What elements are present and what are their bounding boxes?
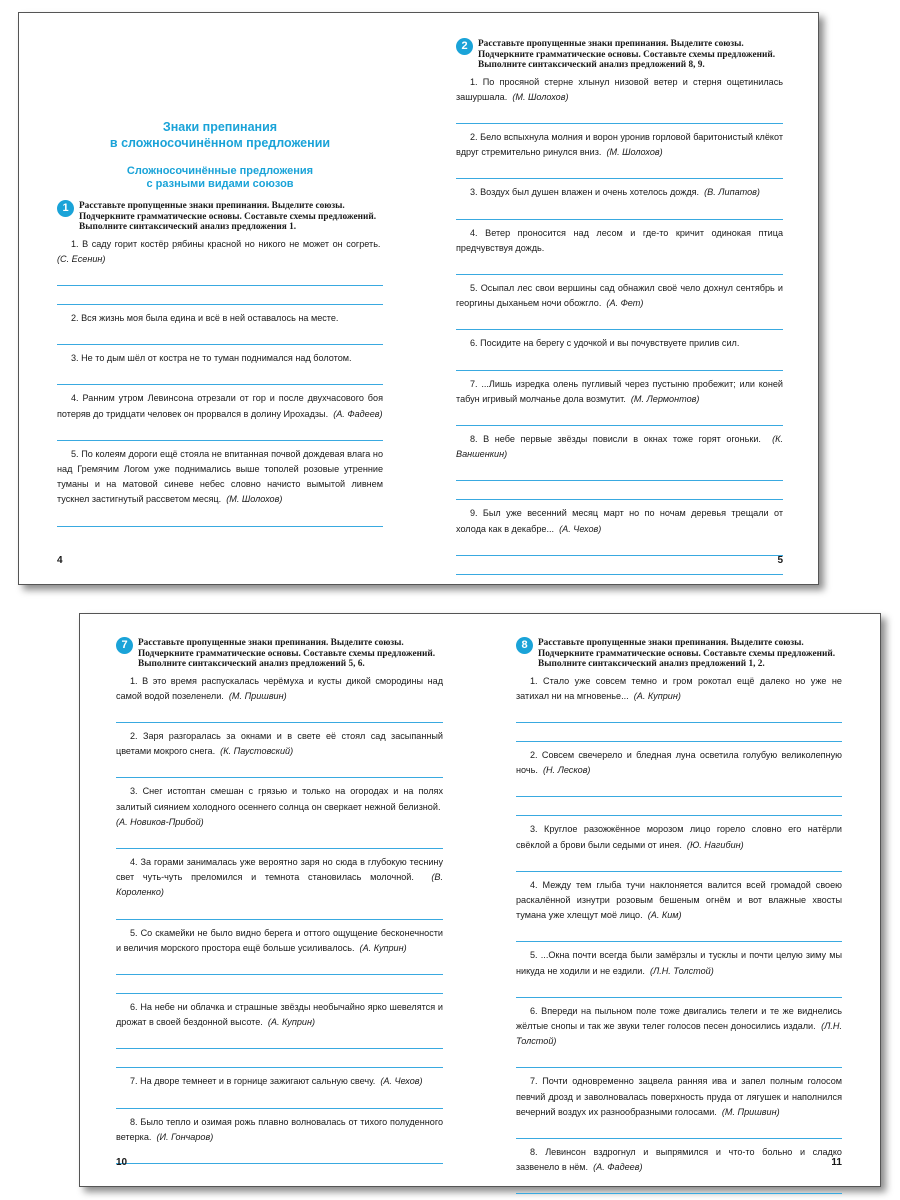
sentence-text: 4. Ранним утром Левинсона отрезали от гор и после двухчасового боя потеряв до тридцати человек он прорвался в долину Ирохадзы.: [57, 393, 383, 419]
exercise-item: [116, 1074, 443, 1108]
sentence-text: 1. В это время распускалась черёмуха и кусты дикой смородины над самой водой позеленели.: [116, 675, 443, 701]
exercise-item: [456, 185, 783, 219]
sentence-paragraph: [116, 1115, 443, 1145]
sentence-paragraph: [516, 748, 842, 778]
sentence-text: 7. ...Лишь изредка олень пугливый через пустыню пробежит; или коней табун игривый молчанье дола возмутит.: [456, 378, 783, 404]
answer-line[interactable]: [116, 1145, 443, 1164]
exercise-item: [516, 1145, 842, 1194]
exercise-item: [456, 377, 783, 426]
answer-line[interactable]: [116, 956, 443, 975]
exercise-item: [456, 130, 783, 179]
sentence-text: 5. По колеям дороги ещё стояла не впитанная почвой дождевая влага но над Гремячим Логом уже поднимались выше тополей розовые утренние туманы и на матовой синеве небес словно начисто вымытой ливнем тускнел застигнутый рассветом месяц.: [57, 448, 383, 505]
sentence-text: 5. Осыпал лес свои вершины сад обнажил своё чело дохнул сентябрь и георгины дыханьем ночи обожгло.: [456, 282, 783, 309]
sentence-paragraph: [116, 1000, 443, 1030]
answer-line[interactable]: [456, 160, 783, 179]
author-credit: (В. Короленко): [116, 872, 443, 898]
exercise-item: [57, 237, 383, 305]
exercise-list: [57, 237, 383, 527]
answer-line[interactable]: [516, 1049, 842, 1068]
task-number-badge: 8: [516, 637, 533, 654]
sentence-text: 3. Воздух был душен влажен и очень хотелось дождя.: [470, 187, 700, 198]
sentence-text: 2. Заря разгоралась за окнами и в свете её стоял сад засыпанный цветами мокрого снега.: [116, 730, 443, 757]
sentence-text: 9. Был уже весенний месяц март но по ночам деревья трещали от холода как в декабре...: [456, 508, 783, 534]
author-credit: (А. Фадеев): [333, 408, 383, 419]
task-number-badge: 7: [116, 637, 133, 654]
answer-line[interactable]: [57, 508, 383, 527]
author-credit: (И. Гончаров): [156, 1131, 214, 1142]
sentence-text: 3. Не то дым шёл от костра не то туман поднимался над болотом.: [71, 353, 352, 364]
sentence-paragraph: [456, 377, 783, 407]
sentence-paragraph: [57, 237, 383, 267]
sentence-paragraph: [456, 185, 783, 200]
task-instruction: Расставьте пропущенные знаки препинания. Выделите союзы. Подчеркните грамматические основы. Составьте схемы предложений. Выполните синтаксический анализ предложений 5, 6.: [138, 638, 436, 669]
sentence-paragraph: [516, 948, 842, 978]
sentence-text: 4. Ветер проносится над лесом и где-то кричит одинокая птица предчувствуя дождь.: [456, 227, 783, 253]
sentence-text: 1. В саду горит костёр рябины красной но никого не может он согреть.: [71, 238, 381, 249]
sentence-text: 8. Левинсон вздрогнул и выпрямился и что-то больно и сладко зазвенело в нём.: [516, 1146, 842, 1173]
sentence-text: 8. В небе первые звёзды повисли в окнах тоже горят огоньки.: [470, 433, 761, 444]
sentence-paragraph: [116, 926, 443, 956]
answer-line[interactable]: [516, 923, 842, 942]
sentence-paragraph: [456, 336, 783, 351]
answer-line[interactable]: [456, 481, 783, 500]
sentence-text: 2. Совсем свечерело и бледная луна осветила голубую великолепную ночь.: [516, 749, 842, 776]
sentence-text: 4. Между тем глыба тучи наклоняется валится всей громадой своею раскалённой изнутри розовым бешеным огнём и вот влажные хвосты тумана уже хлещут моё лицо.: [516, 879, 842, 921]
exercise-item: [116, 674, 443, 723]
task-1: [57, 201, 383, 233]
task-instruction: Расставьте пропущенные знаки препинания. Выделите союзы. Подчеркните грамматические основы. Составьте схемы предложений. Выполните синтаксический анализ предложений 1, 2.: [538, 638, 836, 669]
task-number-badge: 2: [456, 38, 473, 55]
answer-line[interactable]: [456, 201, 783, 220]
sentence-text: 3. Круглое разожжённое морозом лицо горело словно его натёрли свёклой а брови были седыми от инея.: [516, 824, 842, 850]
task-instruction: Расставьте пропущенные знаки препинания. Выделите союзы. Подчеркните грамматические основы. Составьте схемы предложений. Выполните синтаксический анализ предложения 1.: [79, 201, 377, 232]
sentence-paragraph: [57, 447, 383, 508]
page-number: 11: [831, 1157, 842, 1168]
answer-line[interactable]: [456, 407, 783, 426]
answer-line[interactable]: [516, 1175, 842, 1194]
answer-line[interactable]: [116, 1049, 443, 1068]
page-number: 5: [777, 555, 783, 566]
sentence-text: 4. За горами занималась уже вероятно заря но сюда в глубокую теснину свет чуть-чуть преломился и темнота становилась молочной.: [116, 856, 443, 883]
exercise-item: [456, 281, 783, 330]
page-number: 4: [57, 555, 63, 566]
answer-line[interactable]: [57, 286, 383, 305]
sentence-paragraph: [116, 784, 443, 830]
sentence-paragraph: [516, 1145, 842, 1175]
exercise-item: [456, 432, 783, 500]
answer-line[interactable]: [116, 901, 443, 920]
sentence-text: 7. Почти одновременно зацвела ранняя ива и запел полным голосом певчий дрозд и заволновалась поверхность пруда от лягушек и наполнился вечерний воздух их разнообразными голосами.: [516, 1076, 842, 1117]
answer-line[interactable]: [456, 352, 783, 371]
author-credit: (А. Фет): [606, 298, 644, 309]
exercise-item: [516, 1004, 842, 1069]
exercise-item: [57, 447, 383, 527]
sentence-paragraph: [516, 1074, 842, 1120]
answer-line[interactable]: [57, 267, 383, 286]
sentence-paragraph: [456, 281, 783, 311]
answer-line[interactable]: [456, 105, 783, 124]
answer-line[interactable]: [516, 1120, 842, 1139]
answer-line[interactable]: [456, 256, 783, 275]
author-credit: (М. Лермонтов): [630, 393, 700, 404]
author-credit: (А. Фадеев): [593, 1162, 643, 1173]
task-7: [116, 638, 443, 670]
answer-line[interactable]: [516, 853, 842, 872]
author-credit: (С. Есенин): [57, 253, 106, 264]
sentence-text: 5. ...Окна почти всегда были замёрзлы и тусклы и почти целую зиму мы никуда не ходили и не ездили.: [516, 950, 842, 976]
task-2: [456, 39, 783, 71]
author-credit: (Ю. Нагибин): [686, 839, 744, 850]
spread-pages-10-11: [79, 613, 881, 1187]
exercise-item: [57, 391, 383, 440]
sentence-paragraph: [456, 226, 783, 256]
sentence-paragraph: [116, 674, 443, 704]
answer-line[interactable]: [57, 422, 383, 441]
spread-pages-4-5: [18, 12, 819, 585]
answer-line[interactable]: [516, 723, 842, 742]
page-11: [516, 614, 842, 1186]
exercise-item: [516, 674, 842, 742]
answer-line[interactable]: [456, 556, 783, 575]
answer-line[interactable]: [116, 1090, 443, 1109]
answer-line[interactable]: [116, 759, 443, 778]
author-credit: (А. Ким): [647, 910, 682, 921]
answer-line[interactable]: [516, 797, 842, 816]
exercise-item: [516, 948, 842, 997]
author-credit: (М. Пришвин): [228, 690, 287, 701]
answer-line[interactable]: [116, 975, 443, 994]
answer-line[interactable]: [456, 537, 783, 556]
exercise-item: [116, 926, 443, 994]
sentence-paragraph: [516, 878, 842, 924]
sentence-text: 3. Снег истоптан смешан с грязью и только на огородах и на полях залитый сиянием холодного осеннего солнца он сверкает нежной белизной.: [116, 786, 443, 812]
sentence-text: 8. Было тепло и озимая рожь плавно волновалась от тихого полуденного ветерка.: [116, 1116, 443, 1142]
page-4: [57, 13, 383, 584]
exercise-item: [116, 1000, 443, 1068]
sentence-text: 2. Вся жизнь моя была едина и всё в ней оставалось на месте.: [71, 312, 339, 323]
exercise-item: [516, 748, 842, 816]
sentence-text: 2. Бело вспыхнула молния и ворон уронив горловой баритонистый клёкот вдруг стремительно ринулся вниз.: [456, 131, 784, 158]
sentence-text: 1. Стало уже совсем темно и гром рокотал ещё далеко но уже не затихал ни на мгновенье...: [516, 675, 842, 701]
exercise-item: [456, 336, 783, 370]
author-credit: (Л.Н. Толстой): [516, 1020, 842, 1047]
author-credit: (М. Пришвин): [721, 1106, 780, 1117]
sentence-paragraph: [516, 674, 842, 704]
author-credit: (К. Ваншенкин): [456, 433, 783, 460]
exercise-item: [116, 729, 443, 778]
sentence-text: 6. На небе ни облачка и страшные звёзды необычайно ярко шевелятся и дрожат в своей бездонной высоте.: [116, 1001, 443, 1028]
author-credit: (Н. Лесков): [542, 765, 591, 776]
exercise-item: [116, 855, 443, 920]
sentence-paragraph: [516, 822, 842, 852]
sentence-text: 1. По просяной стерне хлынул низовой ветер и стерня ощетинилась зашуршала.: [456, 76, 783, 102]
sentence-paragraph: [57, 391, 383, 421]
sentence-paragraph: [57, 351, 383, 366]
author-credit: (К. Паустовский): [220, 746, 294, 757]
sentence-paragraph: [456, 432, 783, 462]
sentence-text: 7. На дворе темнеет и в горнице зажигают сальную свечу.: [130, 1076, 376, 1087]
sentence-paragraph: [116, 1074, 443, 1089]
sentence-paragraph: [116, 729, 443, 759]
author-credit: (А. Чехов): [559, 523, 602, 534]
task-number-badge: 1: [57, 200, 74, 217]
author-credit: (М. Шолохов): [606, 147, 663, 158]
exercise-list: [456, 75, 783, 575]
author-credit: (А. Новиков-Прибой): [116, 816, 204, 827]
sentence-paragraph: [116, 855, 443, 901]
author-credit: (А. Куприн): [267, 1017, 316, 1028]
exercise-item: [456, 226, 783, 275]
page-5: [456, 13, 783, 584]
exercise-list: [516, 674, 842, 1195]
answer-line[interactable]: [116, 1030, 443, 1049]
sentence-text: 6. Впереди на пыльном поле тоже двигались телеги и те же виднелись жёлтые снопы и так же звуки телег голосов песен доносились издали.: [516, 1005, 842, 1031]
sentence-text: 6. Посидите на берегу с удочкой и вы почувствуете прилив сил.: [470, 338, 740, 349]
sentence-paragraph: [516, 1004, 842, 1050]
answer-line[interactable]: [116, 830, 443, 849]
exercise-list: [116, 674, 443, 1164]
author-credit: (Л.Н. Толстой): [649, 965, 714, 976]
section-title: Сложносочинённые предложения с разными видами союзов: [126, 165, 314, 190]
sentence-paragraph: [57, 311, 383, 326]
exercise-item: [456, 506, 783, 574]
author-credit: (М. Шолохов): [226, 494, 283, 505]
page-10: [116, 614, 443, 1186]
author-credit: (А. Чехов): [380, 1076, 423, 1087]
answer-line[interactable]: [516, 778, 842, 797]
answer-line[interactable]: [516, 704, 842, 723]
exercise-item: [57, 311, 383, 345]
author-credit: (А. Куприн): [633, 690, 681, 701]
author-credit: (В. Липатов): [704, 187, 760, 198]
answer-line[interactable]: [57, 326, 383, 345]
task-8: [516, 638, 842, 670]
chapter-title: Знаки препинания в сложносочинённом предложении: [109, 120, 331, 150]
answer-line[interactable]: [116, 704, 443, 723]
author-credit: (М. Шолохов): [512, 91, 569, 102]
answer-line[interactable]: [57, 366, 383, 385]
answer-line[interactable]: [516, 979, 842, 998]
exercise-item: [516, 822, 842, 871]
answer-line[interactable]: [456, 462, 783, 481]
exercise-item: [516, 878, 842, 943]
answer-line[interactable]: [456, 311, 783, 330]
sentence-paragraph: [456, 506, 783, 536]
task-instruction: Расставьте пропущенные знаки препинания. Выделите союзы. Подчеркните грамматические основы. Составьте схемы предложений. Выполните синтаксический анализ предложений 8, 9.: [478, 39, 776, 70]
exercise-item: [57, 351, 383, 385]
sentence-paragraph: [456, 75, 783, 105]
author-credit: (А. Куприн): [359, 942, 407, 953]
sentence-text: 5. Со скамейки не было видно берега и оттого ощущение бесконечности и величия морского простора ещё больше усиливалось.: [116, 927, 443, 953]
page-number: 10: [116, 1157, 128, 1168]
exercise-item: [516, 1074, 842, 1139]
exercise-item: [456, 75, 783, 124]
exercise-item: [116, 1115, 443, 1164]
exercise-item: [116, 784, 443, 849]
sentence-paragraph: [456, 130, 783, 160]
